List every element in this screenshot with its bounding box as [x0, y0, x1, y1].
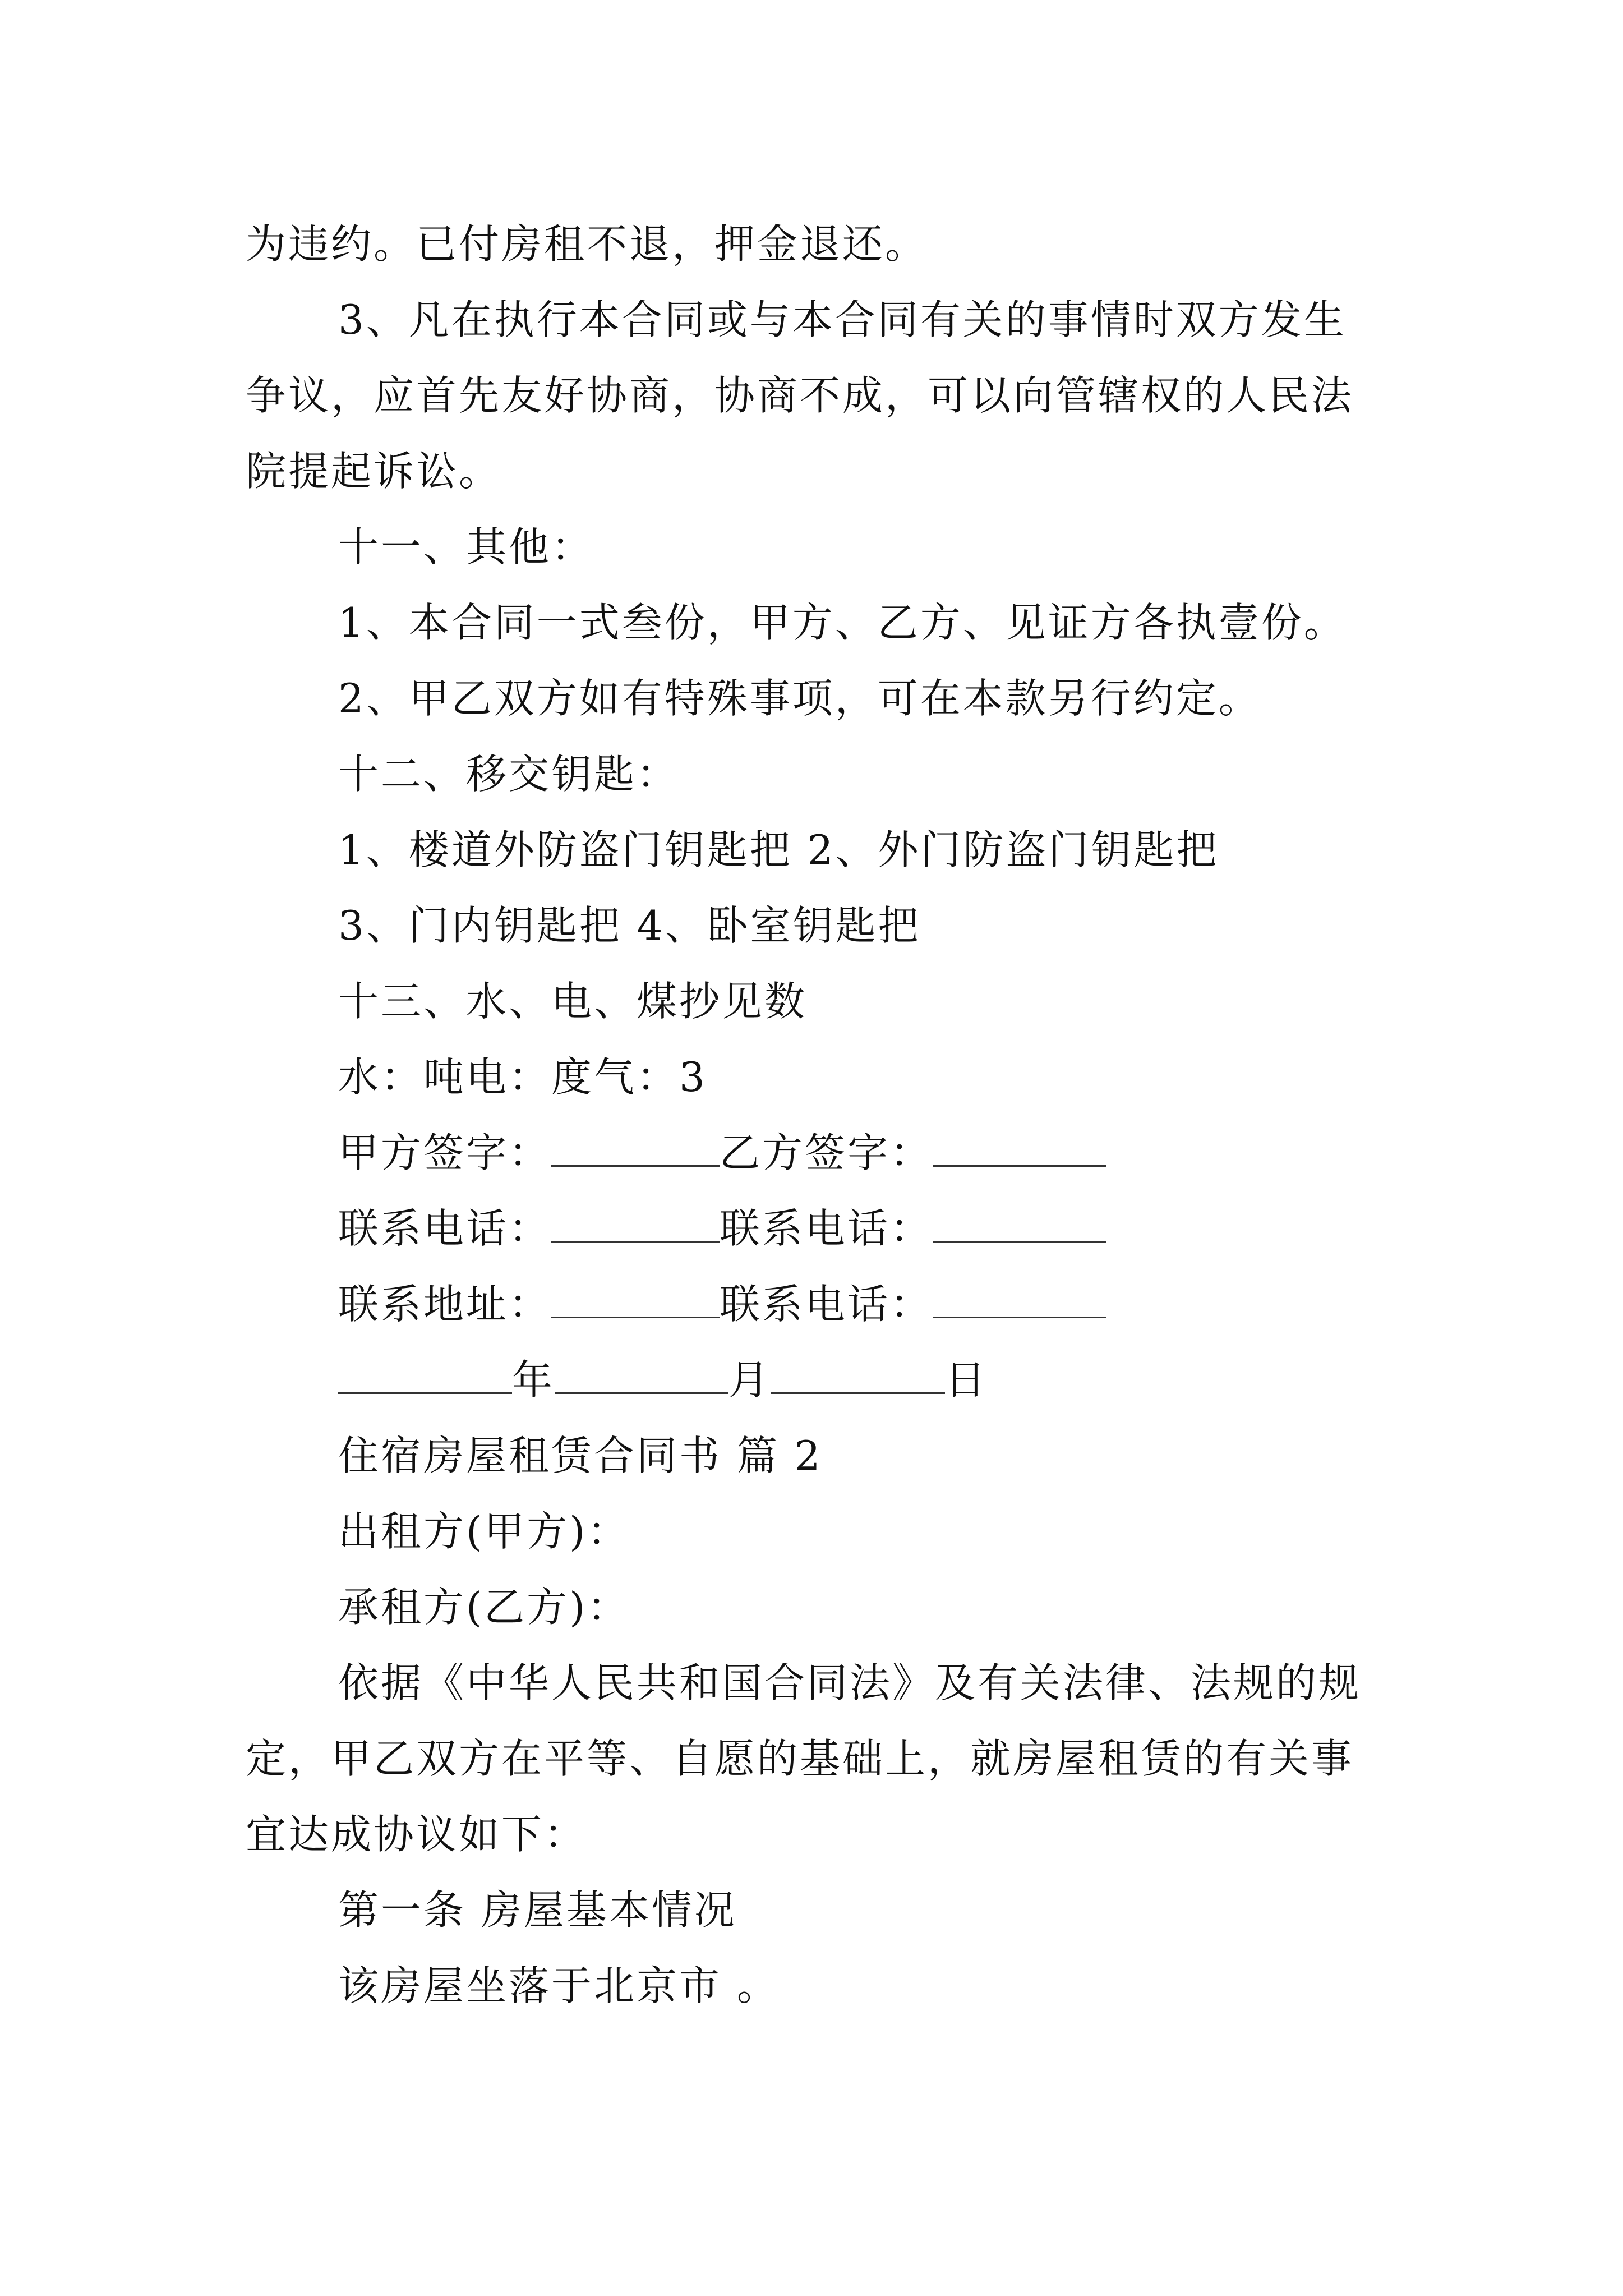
address-row [338, 1276, 1106, 1332]
phone-b-blank [933, 1209, 1106, 1243]
phone-a-blank [551, 1209, 720, 1243]
phone-a-label: 联系电话： [338, 1205, 552, 1252]
paragraph-line: 院提起诉讼。 [246, 448, 502, 495]
paragraph-line: 为违约。已付房租不退，押金退还。 [246, 220, 928, 268]
section-heading: 十一、其他： [338, 523, 594, 570]
day-blank [771, 1361, 945, 1394]
document-title: 住宿房屋租赁合同书 篇 2 [338, 1432, 823, 1479]
paragraph-line: 依据《中华人民共和国合同法》及有关法律、法规的规 [338, 1659, 1362, 1706]
signature-row [338, 1125, 1106, 1181]
year-label: 年 [512, 1356, 555, 1404]
date-row [338, 1352, 988, 1408]
paragraph-line: 该房屋坐落于北京市 。 [338, 1962, 780, 2009]
section-heading: 十三、水、电、煤抄见数 [338, 978, 808, 1025]
paragraph-line: 3、门内钥匙把 4、卧室钥匙把 [338, 902, 921, 949]
month-label: 月 [728, 1356, 772, 1404]
section-heading: 十二、移交钥匙： [338, 751, 680, 798]
address-a-blank [551, 1285, 720, 1318]
section-heading: 第一条 房屋基本情况 [338, 1887, 737, 1934]
phone-c-label: 联系电话： [720, 1281, 933, 1328]
paragraph-line: 水：吨电：度气：3 [338, 1053, 707, 1101]
party-a-sign-label: 甲方签字： [338, 1129, 552, 1176]
day-label: 日 [945, 1356, 988, 1404]
paragraph-line: 1、楼道外防盗门钥匙把 2、外门防盗门钥匙把 [338, 826, 1219, 873]
year-blank [338, 1361, 512, 1394]
phone-row [338, 1200, 1106, 1257]
paragraph-line: 2、甲乙双方如有特殊事项，可在本款另行约定。 [338, 675, 1261, 722]
party-b-sign-label: 乙方签字： [720, 1129, 933, 1176]
address-a-label: 联系地址： [338, 1281, 552, 1328]
paragraph-line: 宜达成协议如下： [246, 1811, 587, 1858]
month-blank [555, 1361, 728, 1394]
paragraph-line: 争议，应首先友好协商，协商不成，可以向管辖权的人民法 [246, 372, 1354, 419]
paragraph-line: 出租方(甲方)： [338, 1508, 630, 1555]
paragraph-line: 1、本合同一式叁份，甲方、乙方、见证方各执壹份。 [338, 599, 1347, 646]
phone-c-blank [933, 1285, 1106, 1318]
party-a-sign-blank [551, 1134, 720, 1167]
paragraph-line: 承租方(乙方)： [338, 1584, 630, 1631]
paragraph-line: 定，甲乙双方在平等、自愿的基础上，就房屋租赁的有关事 [246, 1735, 1354, 1782]
party-b-sign-blank [933, 1134, 1106, 1167]
paragraph-line: 3、凡在执行本合同或与本合同有关的事情时双方发生 [338, 296, 1347, 343]
phone-b-label: 联系电话： [720, 1205, 933, 1252]
